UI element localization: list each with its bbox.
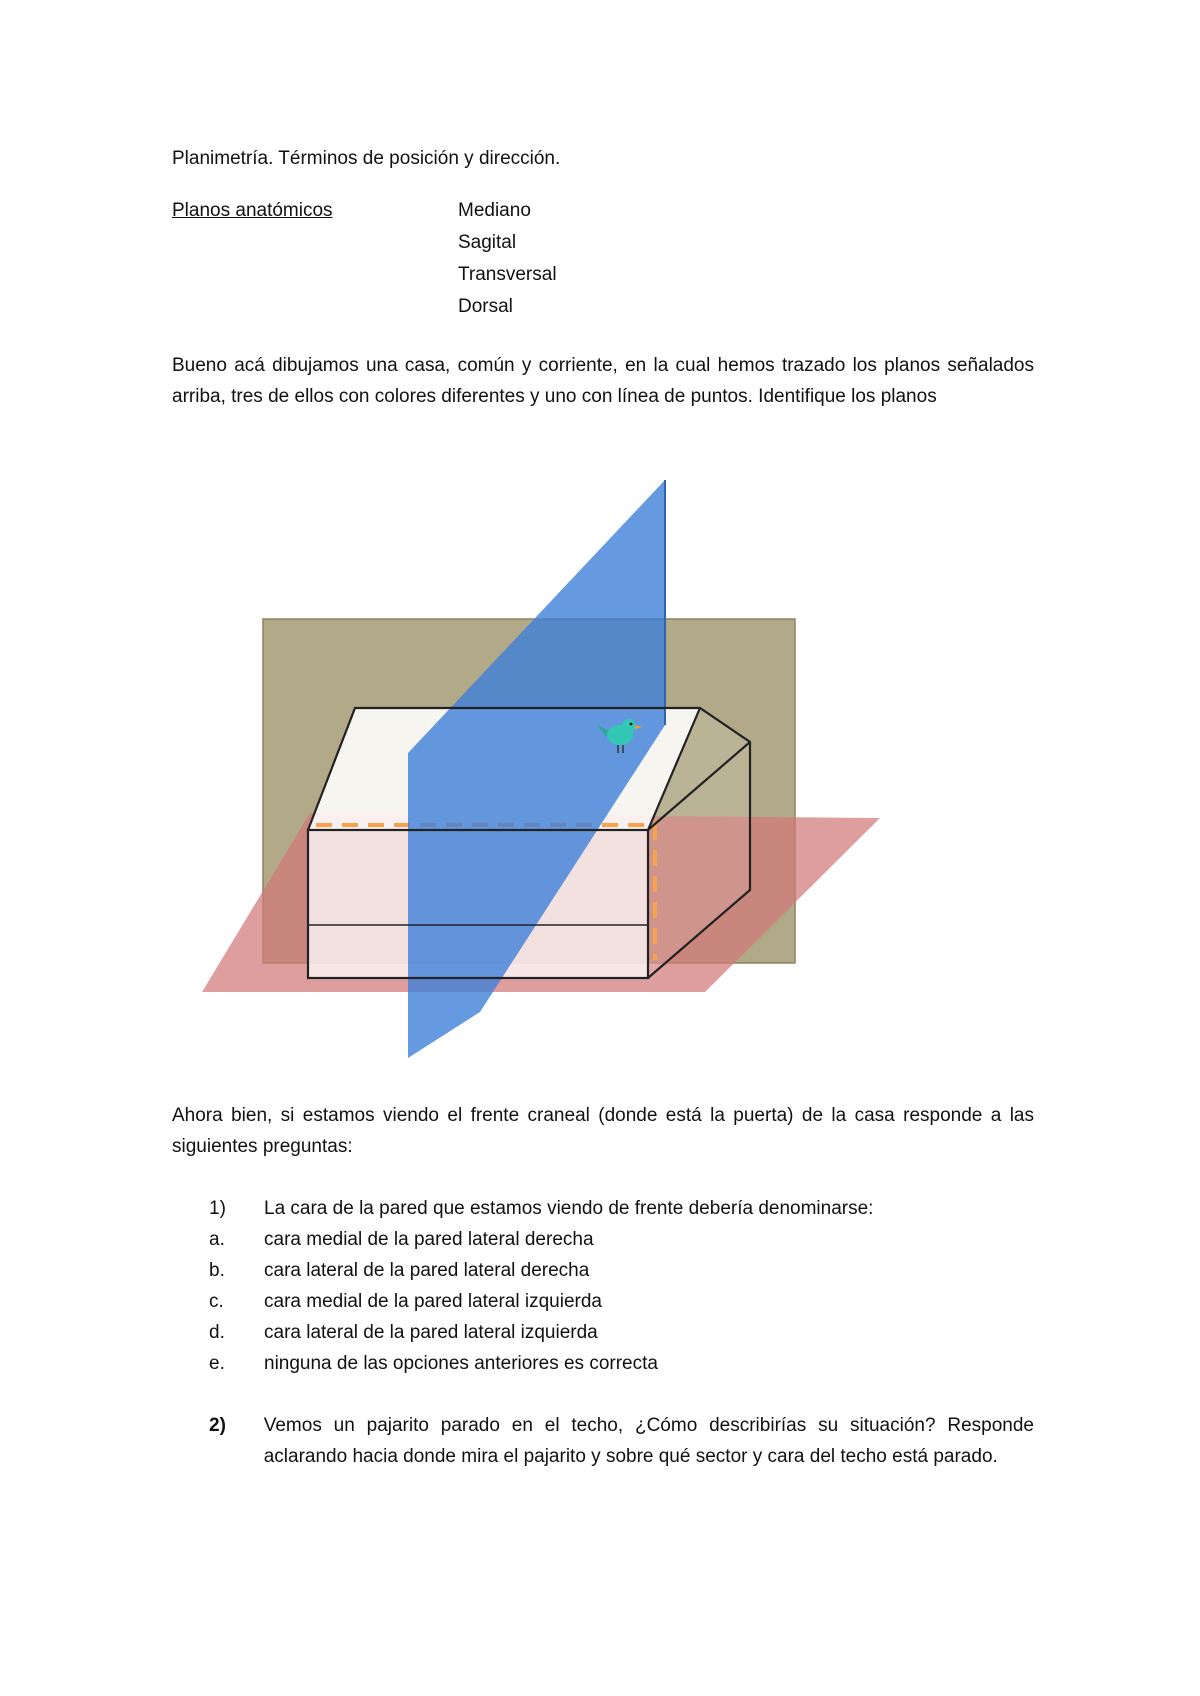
option-text: cara medial de la pared lateral izquierda [264,1291,602,1312]
question-1 [172,1193,1034,1224]
intro-paragraph: Bueno acá dibujamos una casa, común y corriente, en la cual hemos trazado los planos señalados arriba, tres de ellos con colores diferentes y uno con línea de puntos. Identifique los planos [172,355,1034,407]
option-letter: b. [209,1260,225,1281]
option-text: cara lateral de la pared lateral derecha [264,1260,590,1281]
option-item [172,1286,658,1317]
option-letter: e. [209,1353,225,1374]
option-item [172,1317,658,1348]
question-text: Vemos un pajarito parado en el techo, ¿Cómo describirías su situación? Responde aclarando hacia donde mira el pajarito y sobre qué sector y cara del techo está parado. [263,1415,1034,1467]
plane-item: Transversal [458,264,557,285]
planes-list [458,195,557,323]
option-letter: a. [209,1229,225,1250]
question-number: 2) [209,1415,226,1436]
option-item [172,1224,658,1255]
option-text: cara medial de la pared lateral derecha [264,1229,594,1250]
option-text: cara lateral de la pared lateral izquierda [264,1322,598,1343]
house-planes-figure [190,470,890,1090]
page-title: Planimetría. Términos de posición y dirección. [172,148,561,169]
option-letter: c. [209,1291,224,1312]
option-letter: d. [209,1322,225,1343]
option-item [172,1348,658,1379]
question-number: 1) [209,1198,226,1219]
planes-heading: Planos anatómicos [172,200,333,221]
plane-item: Dorsal [458,296,513,317]
plane-item: Sagital [458,232,517,253]
question-1-options [172,1224,658,1379]
option-text: ninguna de las opciones anteriores es correcta [264,1353,658,1374]
question-text: La cara de la pared que estamos viendo de frente debería denominarse: [264,1198,874,1219]
plane-item: Mediano [458,200,531,221]
questions-intro-paragraph: Ahora bien, si estamos viendo el frente craneal (donde está la puerta) de la casa responde a las siguientes preguntas: [172,1105,1034,1157]
option-item [172,1255,658,1286]
question-2 [172,1410,1034,1472]
